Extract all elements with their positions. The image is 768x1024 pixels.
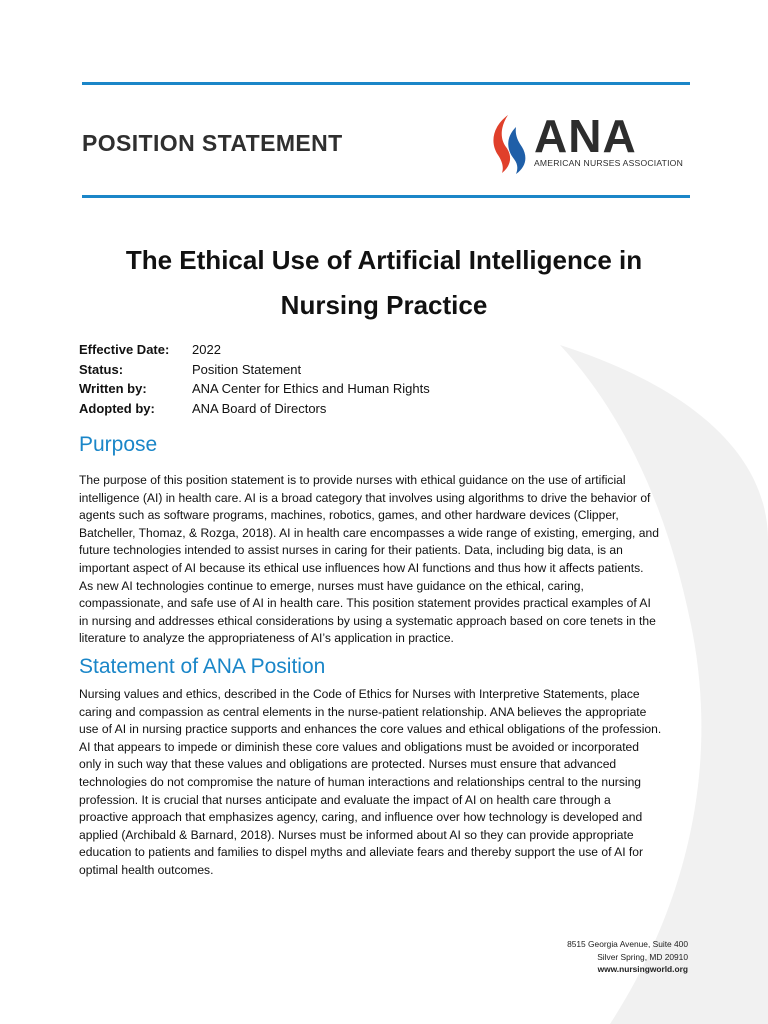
header-top-rule [82,82,690,85]
meta-value: Position Statement [192,361,302,377]
meta-key: Status: [79,361,124,377]
document-type-label: POSITION STATEMENT [82,130,343,156]
ana-logo [486,110,696,175]
paragraph-line: proactive approach that emphasizes agency, caring, and influence over how technology is developed and [79,810,643,825]
meta-row-effective-date [79,340,430,360]
header-bottom-rule [82,195,690,198]
paragraph-line: in nursing and addresses ethical considerations by using a systematic approach based on core tenets in the [79,613,656,628]
title-line-2: Nursing Practice [280,290,488,320]
paragraph-line: literature to analyze the appropriateness of AI’s application in practice. [79,631,454,646]
statement-paragraph [79,686,689,880]
paragraph-line: optimal health outcomes. [79,862,214,877]
purpose-heading: Purpose [79,433,158,456]
flame-logo-icon [486,113,530,175]
paragraph-line: future technologies intended to assist nurses in caring for their patients. Data, including big data, is an [79,543,623,558]
title-line-1: The Ethical Use of Artificial Intelligence in [125,245,643,275]
paragraph-line: important aspect of AI because its ethical use influences how AI functions and thus how it affects patients. [79,560,644,575]
meta-row-written-by [79,379,430,399]
meta-value: ANA Board of Directors [192,400,327,416]
document-metadata [79,340,430,418]
meta-key: Adopted by: [79,400,155,416]
purpose-paragraph [79,472,689,648]
footer-address [567,938,688,976]
document-title [60,238,708,328]
meta-row-adopted-by [79,399,430,419]
meta-row-status [79,360,430,380]
website-link[interactable]: www.nursingworld.org [597,964,688,974]
paragraph-line: agents such as software programs, machines, robotics, games, and other hardware devices (Clipper, [79,508,619,523]
paragraph-line: AI that appears to impede or diminish these core values and obligations must be avoided or incorporated [79,739,640,754]
meta-value: ANA Center for Ethics and Human Rights [192,381,430,396]
meta-key: Written by: [79,381,147,396]
paragraph-line: caring and compassion as central elements in the nurse-patient relationship. ANA believes the appropriate [79,704,647,719]
address-line-1: 8515 Georgia Avenue, Suite 400 [567,939,688,949]
paragraph-line: education to patients and families to dispel myths and alleviate fears and thereby support the use of AI for [79,845,644,860]
meta-key: Effective Date: [79,342,170,357]
logo-subtitle: AMERICAN NURSES ASSOCIATION [534,158,683,168]
paragraph-line: The purpose of this position statement is to provide nurses with ethical guidance on the use of artificial [79,473,626,487]
paragraph-line: Nursing values and ethics, described in the Code of Ethics for Nurses with Interpretive Statements, place [79,687,640,701]
paragraph-line: profession. It is crucial that nurses anticipate and evaluate the impact of AI on health care through a [79,792,611,807]
statement-heading: Statement of ANA Position [79,655,326,678]
meta-value: 2022 [192,342,221,357]
paragraph-line: technologies do not compromise the nature of human interactions and relationships central to the nursing [79,774,642,789]
address-line-2: Silver Spring, MD 20910 [597,951,688,962]
paragraph-line: Batcheller, Thomaz, & Rozga, 2018). AI in health care encompasses a wide range of existing, emerging, and [79,525,659,540]
logo-wordmark: ANA [534,110,637,162]
paragraph-line: use of AI in nursing practice supports and enhances the core values and ethical obligations of the profession. [79,722,662,737]
paragraph-line: intelligence (AI) in health care. AI is a broad category that involves using algorithms to drive the behavior of [79,490,651,505]
paragraph-line: As new AI technologies continue to emerge, nurses must have guidance on the ethical, caring, [79,578,584,593]
paragraph-line: applied (Archibald & Barnard, 2018). Nurses must be informed about AI so they can provide appropriate [79,827,634,842]
paragraph-line: only in such way that these values and obligations are protected. Nurses must ensure that advanced [79,757,617,772]
paragraph-line: compassionate, and safe use of AI in health care. This position statement provides practical examples of AI [79,596,651,611]
